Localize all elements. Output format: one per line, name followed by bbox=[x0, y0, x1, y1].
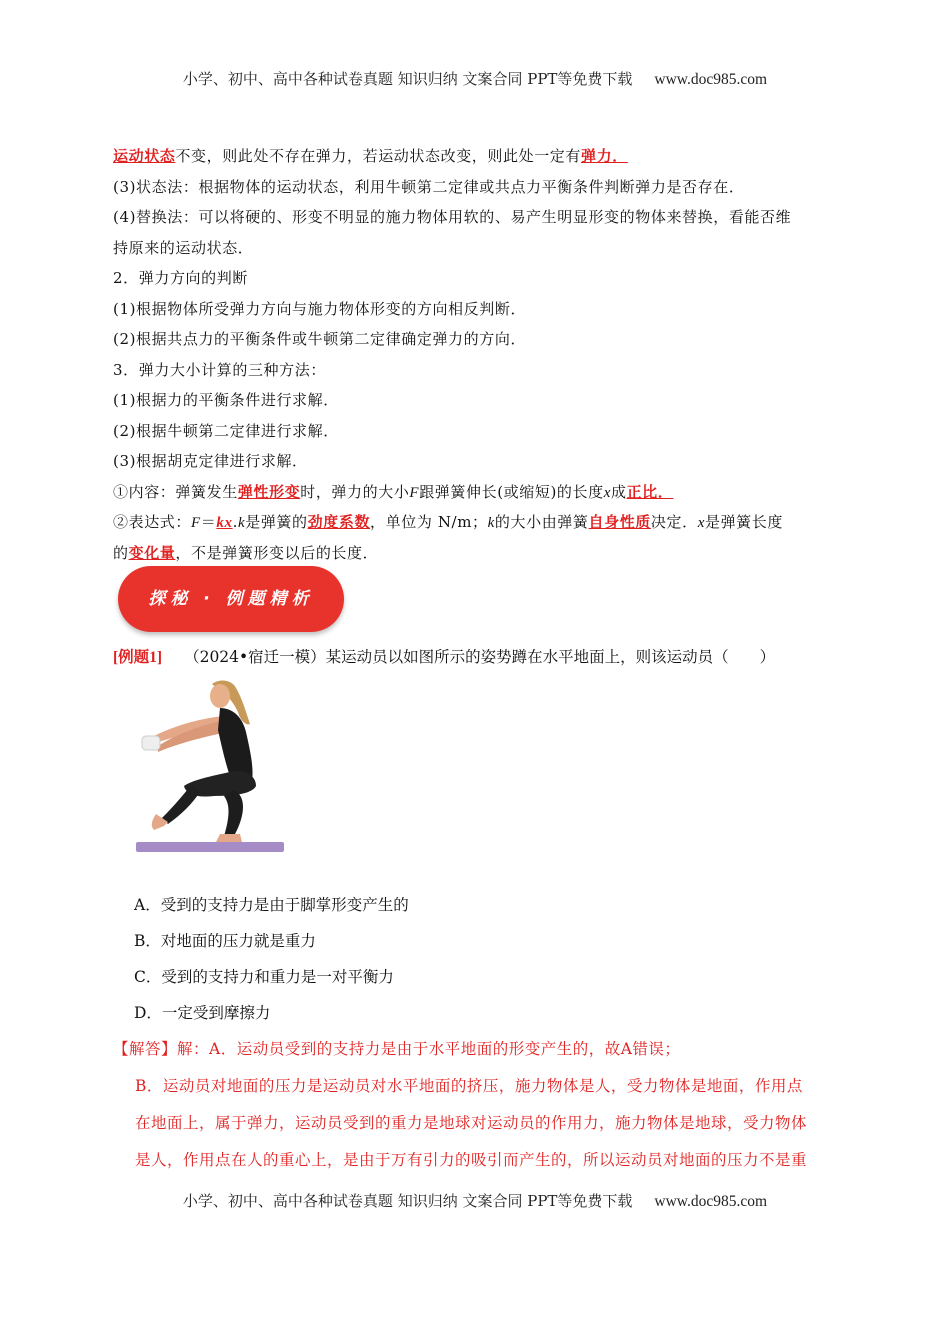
page-footer bbox=[0, 1190, 950, 1211]
text-line-10: (2)根据牛顿第二定律进行求解． bbox=[113, 421, 339, 440]
highlight-motion-state: 运动状态 bbox=[113, 147, 176, 165]
answer-line-1: 【解答】解：A．运动员受到的支持力是由于水平地面的形变产生的，故A错误； bbox=[113, 1040, 681, 1058]
var-x: x bbox=[697, 515, 705, 531]
l13-a: ②表达式： bbox=[113, 513, 192, 531]
l13-i: ，单位为 N/m； bbox=[370, 513, 488, 531]
athlete-figure bbox=[134, 676, 288, 858]
text-line-8: 3．弹力大小计算的三种方法： bbox=[113, 360, 326, 379]
l12-a: ①内容：弹簧发生 bbox=[113, 482, 238, 501]
content bbox=[113, 141, 839, 568]
header-text: 小学、初中、高中各种试卷真题 知识归纳 文案合同 PPT等免费下载 bbox=[182, 70, 633, 88]
l12-c: 时，弹力的大小 bbox=[300, 482, 410, 501]
text-line-12 bbox=[113, 477, 839, 508]
header-site[interactable]: www.doc985.com bbox=[654, 71, 768, 88]
text-line-14 bbox=[113, 538, 839, 569]
text-line-4: 持原来的运动状态． bbox=[113, 238, 254, 257]
l13-m: 决定． bbox=[650, 513, 698, 531]
highlight-own-property: 自身性质 bbox=[588, 513, 651, 531]
answer-line-4: 是人，作用点在人的重心上，是由于万有引力的吸引而产生的，所以运动员对地面的压力不是重 bbox=[135, 1151, 808, 1169]
options-list bbox=[134, 889, 409, 1033]
extended-leg bbox=[162, 784, 200, 824]
option-b[interactable]: B．对地面的压力就是重力 bbox=[134, 932, 316, 950]
var-k: k bbox=[237, 515, 246, 531]
l12-e: 跟弹簧伸长(或缩短)的长度 bbox=[419, 482, 604, 501]
page-header bbox=[0, 68, 950, 89]
question-tag: [例题1] bbox=[113, 649, 163, 666]
l14-c: ，不是弹簧形变以后的长度． bbox=[175, 543, 379, 562]
banner-label: 探秘 · 例题精析 bbox=[148, 589, 314, 609]
var-x: x bbox=[603, 484, 611, 501]
var-F: F bbox=[191, 515, 201, 531]
athlete-illustration bbox=[134, 676, 288, 858]
footer-text: 小学、初中、高中各种试卷真题 知识归纳 文案合同 PPT等免费下载 bbox=[182, 1192, 633, 1210]
l13-c: ＝ bbox=[200, 513, 217, 531]
var-F: F bbox=[409, 484, 420, 501]
section-banner bbox=[118, 566, 344, 632]
highlight-elastic-force: 弹力． bbox=[581, 147, 628, 165]
hands bbox=[142, 736, 160, 750]
head bbox=[210, 684, 230, 708]
l13-g: 是弹簧的 bbox=[245, 513, 308, 531]
support-leg bbox=[224, 790, 243, 836]
highlight-kx: kx bbox=[216, 515, 233, 531]
line-1-body: 不变，则此处不存在弹力，若运动状态改变，则此处一定有 bbox=[175, 147, 582, 165]
footer-site[interactable]: www.doc985.com bbox=[654, 1193, 768, 1210]
text-line-2: (3)状态法：根据物体的运动状态，利用牛顿第二定律或共点力平衡条件判断弹力是否存在． bbox=[113, 177, 745, 196]
text-line-5: 2．弹力方向的判断 bbox=[113, 269, 248, 287]
text-line-7: (2)根据共点力的平衡条件或牛顿第二定律确定弹力的方向． bbox=[113, 330, 527, 348]
l14-a: 的 bbox=[113, 543, 129, 562]
text-line-1 bbox=[113, 141, 839, 172]
answer-line-3: 在地面上，属于弹力，运动员受到的重力是地球对运动员的作用力，施力物体是地球，受力物体 bbox=[135, 1114, 808, 1132]
text-line-11: (3)根据胡克定律进行求解． bbox=[113, 452, 308, 470]
highlight-change-amount: 变化量 bbox=[128, 543, 176, 562]
question-text: （2024•宿迁一模）某运动员以如图所示的姿势蹲在水平地面上，则该运动员（ ） bbox=[184, 648, 776, 666]
option-a[interactable]: A．受到的支持力是由于脚掌形变产生的 bbox=[134, 896, 409, 914]
l12-g: 成 bbox=[610, 482, 627, 501]
highlight-elastic-deformation: 弹性形变 bbox=[237, 482, 301, 501]
option-d[interactable]: D．一定受到摩擦力 bbox=[134, 1004, 271, 1022]
text-line-3: (4)替换法：可以将硬的、形变不明显的施力物体用软的、易产生明显形变的物体来替换，看能否维 bbox=[113, 208, 792, 226]
highlight-proportional: 正比． bbox=[626, 482, 674, 501]
l13-e: . bbox=[232, 513, 238, 531]
l13-o: 是弹簧长度 bbox=[704, 513, 783, 531]
yoga-mat bbox=[136, 842, 284, 852]
text-line-13 bbox=[113, 507, 839, 538]
question-line bbox=[113, 645, 775, 667]
var-k: k bbox=[487, 515, 495, 531]
option-c[interactable]: C．受到的支持力和重力是一对平衡力 bbox=[134, 968, 394, 986]
text-line-6: (1)根据物体所受弹力方向与施力物体形变的方向相反判断． bbox=[113, 299, 527, 318]
answer-block bbox=[113, 1034, 841, 1182]
text-line-9: (1)根据力的平衡条件进行求解． bbox=[113, 391, 339, 409]
l13-k: 的大小由弹簧 bbox=[494, 513, 589, 531]
highlight-stiffness: 劲度系数 bbox=[307, 513, 371, 531]
support-foot bbox=[216, 834, 242, 842]
answer-line-2: B．运动员对地面的压力是运动员对水平地面的挤压，施力物体是人，受力物体是地面，作用点 bbox=[135, 1077, 803, 1095]
